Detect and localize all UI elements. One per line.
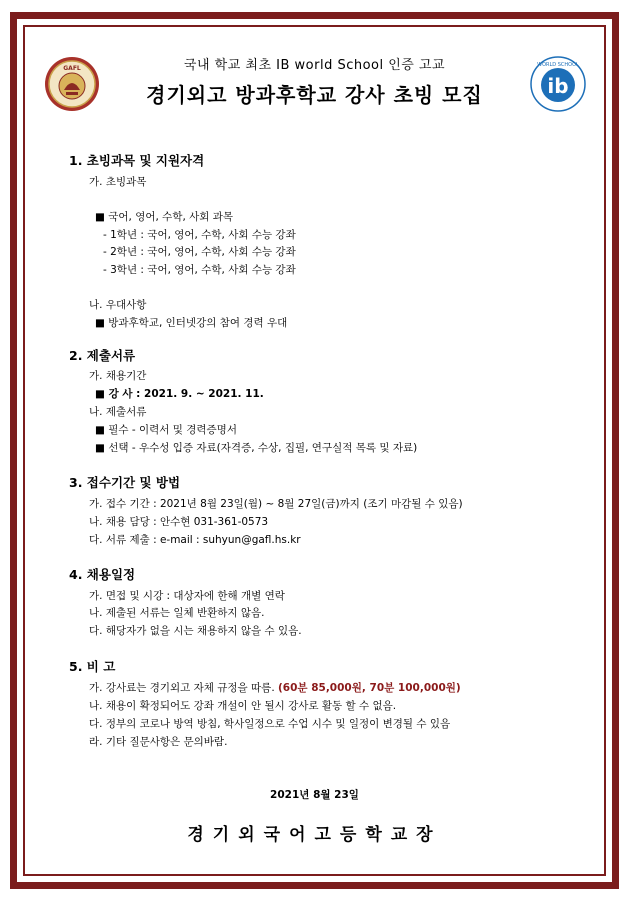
- page-title: 경기외고 방과후학교 강사 초빙 모집: [146, 83, 483, 107]
- s5-line4: 라. 기타 질문사항은 문의바람.: [89, 736, 228, 748]
- s1-b-item: ■ 방과후학교, 인터넷강의 참여 경력 우대: [95, 317, 288, 329]
- section-3-heading: 3. 접수기간 및 방법: [69, 475, 181, 490]
- s3-line2: 나. 채용 담당 : 안수현 031-361-0573: [89, 516, 269, 528]
- ib-logo-text: ib: [547, 74, 569, 98]
- ib-ring-text: WORLD SCHOOL: [537, 62, 579, 68]
- s4-line1: 가. 면접 및 시강 : 대상자에 한해 개별 연락: [89, 590, 285, 602]
- s5-line1-text: 가. 강사료는 경기외고 자체 규정을 따름.: [89, 682, 278, 694]
- s2-b-item2: ■ 선택 - 우수성 입증 자료(자격증, 수상, 집필, 연구실적 목록 및 자료): [95, 442, 418, 454]
- s1-a-grade3: - 3학년 : 국어, 영어, 수학, 사회 수능 강좌: [103, 264, 296, 276]
- s1-a-main: ■ 국어, 영어, 수학, 사회 과목: [95, 211, 234, 223]
- page-subtitle: 국내 학교 최초 IB world School 인증 고교: [183, 58, 446, 73]
- s2-a-item: ■ 강 사 : 2021. 9. ~ 2021. 11.: [95, 388, 264, 400]
- section-5-heading: 5. 비 고: [69, 659, 116, 674]
- s1-b-label: 나. 우대사항: [89, 299, 147, 311]
- s4-line2: 나. 제출된 서류는 일체 반환하지 않음.: [89, 607, 265, 619]
- s2-b-label: 나. 제출서류: [89, 406, 147, 418]
- fee-highlight: (60분 85,000원, 70분 100,000원): [278, 682, 461, 694]
- s5-line3: 다. 정부의 코로나 방역 방침, 학사일정으로 수업 시수 및 일정이 변경될 수 있음: [89, 718, 451, 730]
- section-4-heading: 4. 채용일정: [69, 567, 136, 582]
- s2-a-label: 가. 채용기간: [89, 370, 147, 382]
- section-1-heading: 1. 초빙과목 및 지원자격: [69, 153, 205, 168]
- s5-line1: [89, 681, 461, 695]
- principal-signature: 경기외국어고등학교장: [187, 825, 442, 845]
- notice-date: 2021년 8월 23일: [270, 789, 359, 801]
- section-2-heading: 2. 제출서류: [69, 348, 136, 363]
- s2-b-item1: ■ 필수 - 이력서 및 경력증명서: [95, 424, 237, 436]
- emblem-text: GAFL: [63, 65, 81, 72]
- s3-line1: 가. 접수 기간 : 2021년 8월 23일(월) ~ 8월 27일(금)까지 (조기 마감될 수 있음): [89, 498, 463, 510]
- s1-a-grade2: - 2학년 : 국어, 영어, 수학, 사회 수능 강좌: [103, 246, 296, 258]
- s4-line3: 다. 해당자가 없을 시는 채용하지 않을 수 있음.: [89, 625, 302, 637]
- s5-line2: 나. 채용이 확정되어도 강좌 개설이 안 될시 강사로 활동 할 수 없음.: [89, 700, 397, 712]
- s1-a-label: 가. 초빙과목: [89, 176, 147, 188]
- s1-a-grade1: - 1학년 : 국어, 영어, 수학, 사회 수능 강좌: [103, 229, 296, 241]
- s3-line3: 다. 서류 제출 : e-mail : suhyun@gafl.hs.kr: [89, 534, 301, 546]
